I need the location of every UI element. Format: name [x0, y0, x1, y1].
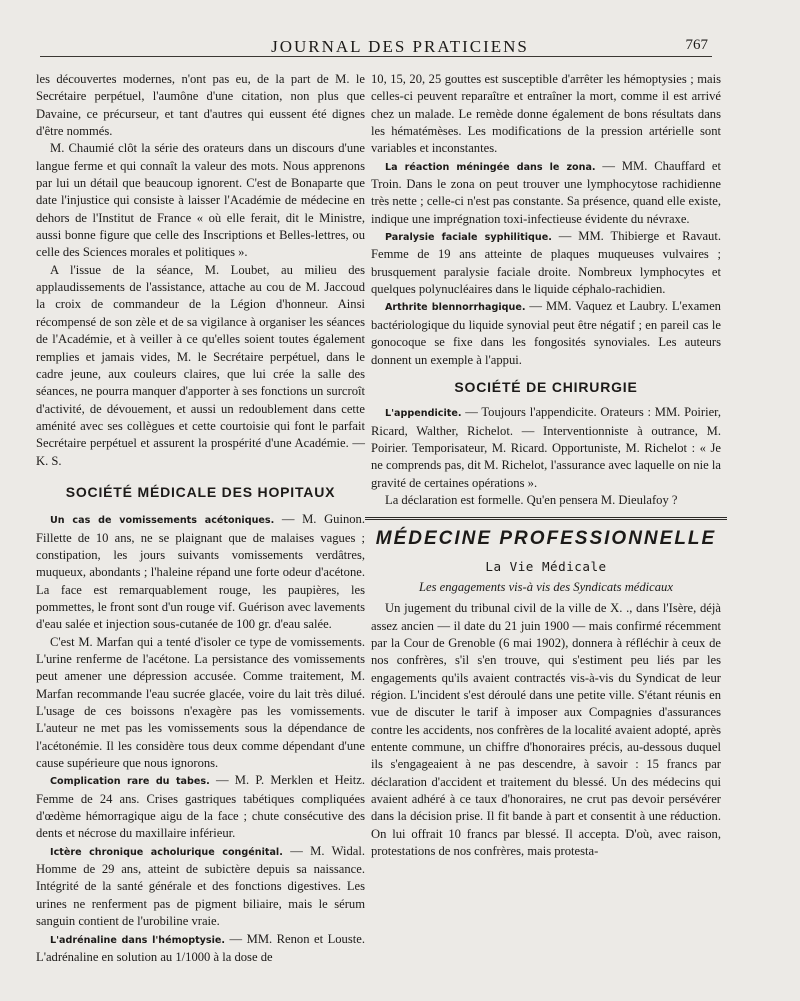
article-text: — MM. Chauffard et Troin. Dans le zona on peut trouver une lymphocytose rachidienne très nette ; celle-ci n'est pas constante. Sa présence, quand elle existe, indique une imprégnation toxi-infectieuse évidente du névraxe.: [371, 158, 721, 226]
paragraph: A l'issue de la séance, M. Loubet, au milieu des applaudissements de l'assistance, attache au cou de M. Jaccoud la croix de commandeur de la Légion d'honneur. Ainsi récompensé de son zèle et de sa vigilance à organiser les séances de l'Académie, et à veiller à ce qu'elles soient toutes également remplies et jamais vides, M. le Secrétaire perpétuel, dans le cadre jeune, aux couleurs claires, que lui crée la salle des séances, ne pourra manquer d'apporter à ses fonctions un surcroît d'activité, de dévouement, et aussi un redoublement dans cette aménité avec ses collègues et cette courtoisie qui font le parfait Secrétaire perpétuel et assurent la prospérité d'une Académie. — K. S.: [36, 262, 365, 468]
article: [36, 843, 365, 931]
right-column: [371, 71, 721, 860]
article-text: — M. P. Merklen et Heitz. Femme de 24 ans. Crises gastriques tabétiques compliquées d'œdème hémorragique aigu de la face ; chute consécutive des dents et nécrose du maxillaire inférieur.: [36, 773, 365, 841]
article: [371, 158, 721, 228]
article-heading: L'appendicite.: [385, 408, 462, 420]
page-number: 767: [685, 37, 708, 53]
section-divider: [365, 517, 727, 520]
article: [371, 404, 721, 492]
paragraph: 10, 15, 20, 25 gouttes est susceptible d'arrêter les hémoptysies ; mais celles-ci peuvent reparaître et entraîner la mort, comme il est arrivé chez un malade. Le remède donne également de bons résultats dans les hématémèses. Les modifications de la pression artérielle sont variables et inconstantes.: [371, 72, 721, 156]
section-heading: SOCIÉTÉ MÉDICALE DES HOPITAUX: [65, 483, 336, 500]
article-text: — MM. Vaquez et Laubry. L'examen bactériologique du liquide synovial peut être négatif ; en pareil cas le gonocoque se fixe dans les fongosités synoviales. Les auteurs donnent un exemple à l'appui.: [371, 299, 721, 367]
paragraph: C'est M. Marfan qui a tenté d'isoler ce type de vomissements. L'urine renferme de l'acétone. La persistance des vomissements peut amener une dépression accusée. Comme traitement, M. Marfan recommande l'eau sucrée glacée, voire du lait très dilué. L'usage de ces boissons n'exagère pas les vomissements. L'auteur ne met pas les vomissements sous la dépendance de l'acétonémie. Il les considère tous deux comme dépendant d'une cause supérieure que nous ignorons.: [36, 634, 365, 771]
section-heading: SOCIÉTÉ DE CHIRURGIE: [454, 378, 638, 395]
article: [36, 772, 365, 842]
rubric-title: MÉDECINE PROFESSIONNELLE: [375, 528, 717, 550]
article-heading: Arthrite blennorrhagique.: [385, 302, 526, 314]
article: [371, 228, 721, 298]
journal-title: JOURNAL DES PRATICIENS: [271, 37, 529, 56]
paragraph: les découvertes modernes, n'ont pas eu, de la part de M. le Secrétaire perpétuel, l'aumône d'une citation, non plus que Davaine, ce précurseur, et tant d'autres qui eussent été dignes d'être nommés.: [36, 72, 365, 139]
article-text: — MM. Thibierge et Ravaut. Femme de 19 ans atteinte de plaques muqueuses vulvaires ; brusquement paralysie faciale droite. Nombreux lymphocytes et quelques polynucléaires dans le liquide céphalo-rachidien.: [371, 229, 721, 297]
article-heading: Complication rare du tabes.: [50, 776, 210, 788]
article-heading: La réaction méningée dans le zona.: [385, 161, 596, 173]
paragraph: La déclaration est formelle. Qu'en pensera M. Dieulafoy ?: [385, 492, 678, 507]
paragraph: M. Chaumié clôt la série des orateurs dans un discours d'une langue ferme et qui connaît la valeur des mots. Nous apprenons par lui un détail que beaucoup ignorent. C'est de Bonaparte que date l'injustice qui consiste à laisser l'Académie de médecine en dehors de l'Institut de France « où elle ferait, dit le Ministre, aussi bonne figure que celle des Inscriptions et Belles-lettres, ou celle des Sciences morales et politiques ».: [36, 141, 365, 260]
article-heading: Ictère chronique acholurique congénital.: [50, 846, 283, 858]
article-heading: L'adrénaline dans l'hémoptysie.: [50, 934, 226, 946]
article-text: — Toujours l'appendicite. Orateurs : MM. Poirier, Ricard, Walther, Richelot. — Interventionniste à outrance, M. Poirier. Temporisateur, M. Ricard. Opportuniste, M. Richelot : « Je ne comprends pas, dit M. Richelot, l'assurance avec laquelle on nie la gravité de certaines opérations ».: [371, 405, 721, 490]
article: [36, 511, 365, 633]
article: [36, 931, 365, 967]
header-rule: [40, 56, 712, 57]
article-text: — M. Guinon. Fillette de 10 ans, ne se plaignant que de malaises vagues ; constipation, les jours suivants vomissements verdâtres, muqueux, abondants ; l'haleine répand une forte odeur d'acétone. La face est remarquablement rouge, les paupières, les pommettes, le front sont d'un rouge vif. Guérison avec lavements d'eau salée et injection sous-cutanée de 100 gr. d'eau salée.: [36, 512, 365, 632]
rubric-subtitle: La Vie Médicale: [485, 558, 607, 574]
article-title: Les engagements vis-à vis des Syndicats médicaux: [419, 579, 673, 594]
article-text: — MM. Renon et Louste. L'adrénaline en solution au 1/1000 à la dose de: [36, 931, 365, 964]
article-text: — M. Widal. Homme de 29 ans, atteint de subictère depuis sa naissance. Intégrité de la santé générale et des fonctions digestives. Les urines ne renferment pas de pigment biliaire, mais le sérum sanguin contient de l'urobiline vraie.: [36, 843, 365, 929]
left-column: [36, 71, 365, 966]
article-heading: Paralysie faciale syphilitique.: [385, 232, 552, 244]
article: [371, 298, 721, 368]
article-heading: Un cas de vomissements acétoniques.: [50, 515, 275, 527]
running-header: [0, 34, 800, 58]
paragraph: Un jugement du tribunal civil de la ville de X. ., dans l'Isère, déjà assez ancien — il date du 21 juin 1900 — mais confirmé récemment par la Cour de Grenoble (6 mai 1902), donnera à réfléchir à ceux de nos confrères, s'il s'en trouve, qui s'estiment peu liés par les engagements qu'ils avaient contractés vis-à-vis du Syndicat de leur région. L'incident s'est déroulé dans une petite ville. S'étant réunis en vue de discuter le tarif à imposer aux Compagnies d'assurances contre les accidents, nos confrères de la localité avaient adopté, après entente commune, un chiffre d'honoraires précis, au-dessous duquel ils s'engageaient à ne pas descendre, à savoir : 15 francs par déclaration d'accident et traitement du blessé. Un des médecins qui avaient adhéré à ce taux d'honoraires, ne crut pas devoir persévérer dans la décision prise. Il fit bande à part et consentit à une réduction. On lui offrait 10 francs par blessé. Il accepta. D'où, avec raison, protestations de nos confrères, mais protesta-: [371, 601, 721, 859]
